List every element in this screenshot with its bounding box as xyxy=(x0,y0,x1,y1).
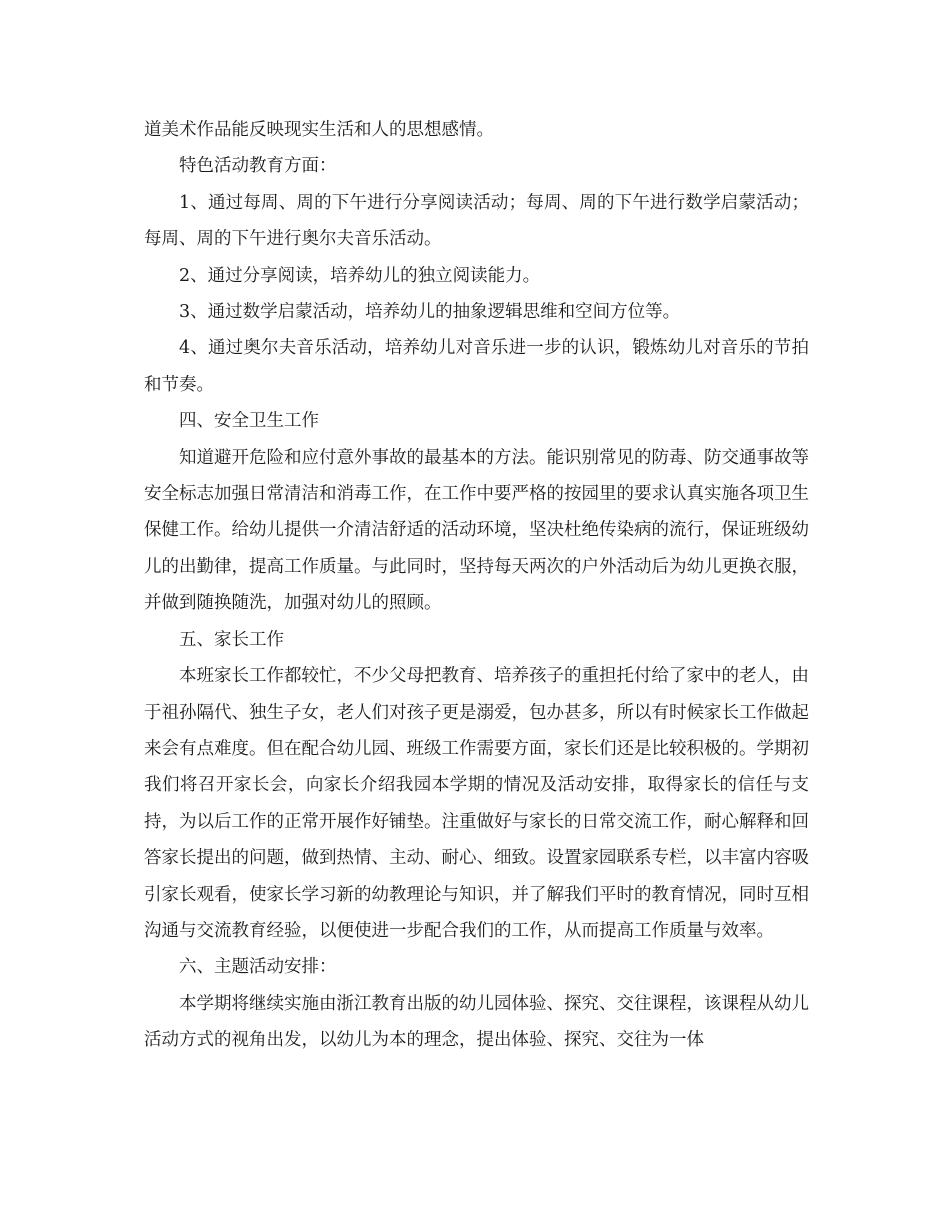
paragraph-item-1: 1、通过每周、周的下午进行分享阅读活动；每周、周的下午进行数学启蒙活动；每周、周的下午进行奥尔夫音乐活动。 xyxy=(144,192,809,250)
paragraph-item-3: 3、通过数学启蒙活动，培养幼儿的抽象逻辑思维和空间方位等。 xyxy=(179,302,681,323)
section-heading-theme-activities: 六、主题活动安排： xyxy=(179,957,337,978)
document-body xyxy=(144,112,809,1059)
paragraph-safety-hygiene: 知道避开危险和应付意外事故的最基本的方法。能识别常见的防毒、防交通事故等安全标志加强日常清洁和消毒工作，在工作中要严格的按园里的要求认真实施各项卫生保健工作。给幼儿提供一介清洁舒适的活动环境，坚决杜绝传染病的流行，保证班级幼儿的出勤律，提高工作质量。与此同时，坚持每天两次的户外活动后为幼儿更换衣服，并做到随换随洗，加强对幼儿的照顾。 xyxy=(144,447,809,614)
section-heading-safety-hygiene: 四、安全卫生工作 xyxy=(179,411,319,432)
paragraph-special-activities-heading: 特色活动教育方面： xyxy=(179,156,337,177)
paragraph-parent-work: 本班家长工作都较忙，不少父母把教育、培养孩子的重担托付给了家中的老人，由于祖孙隔代、独生子女，老人们对孩子更是溺爱，包办甚多，所以有时候家长工作做起来会有点难度。但在配合幼儿园、班级工作需要方面，家长们还是比较积极的。学期初我们将召开家长会，向家长介绍我园本学期的情况及活动安排，取得家长的信任与支持，为以后工作的正常开展作好铺垫。注重做好与家长的日常交流工作，耐心解释和回答家长提出的问题，做到热情、主动、耐心、细致。设置家园联系专栏，以丰富内容吸引家长观看，使家长学习新的幼教理论与知识，并了解我们平时的教育情况，同时互相沟通与交流教育经验，以便使进一步配合我们的工作，从而提高工作质量与效率。 xyxy=(144,666,809,941)
section-heading-parent-work: 五、家长工作 xyxy=(179,629,284,650)
paragraph-theme-activities: 本学期将继续实施由浙江教育出版的幼儿园体验、探究、交往课程，该课程从幼儿活动方式的视角出发，以幼儿为本的理念，提出体验、探究、交往为一体 xyxy=(144,993,809,1051)
paragraph-item-2: 2、通过分享阅读，培养幼儿的独立阅读能力。 xyxy=(179,265,541,286)
paragraph-art-continuation: 道美术作品能反映现实生活和人的思想感情。 xyxy=(144,120,494,140)
paragraph-item-4: 4、通过奥尔夫音乐活动，培养幼儿对音乐进一步的认识，锻炼幼儿对音乐的节拍和节奏。 xyxy=(144,338,809,395)
